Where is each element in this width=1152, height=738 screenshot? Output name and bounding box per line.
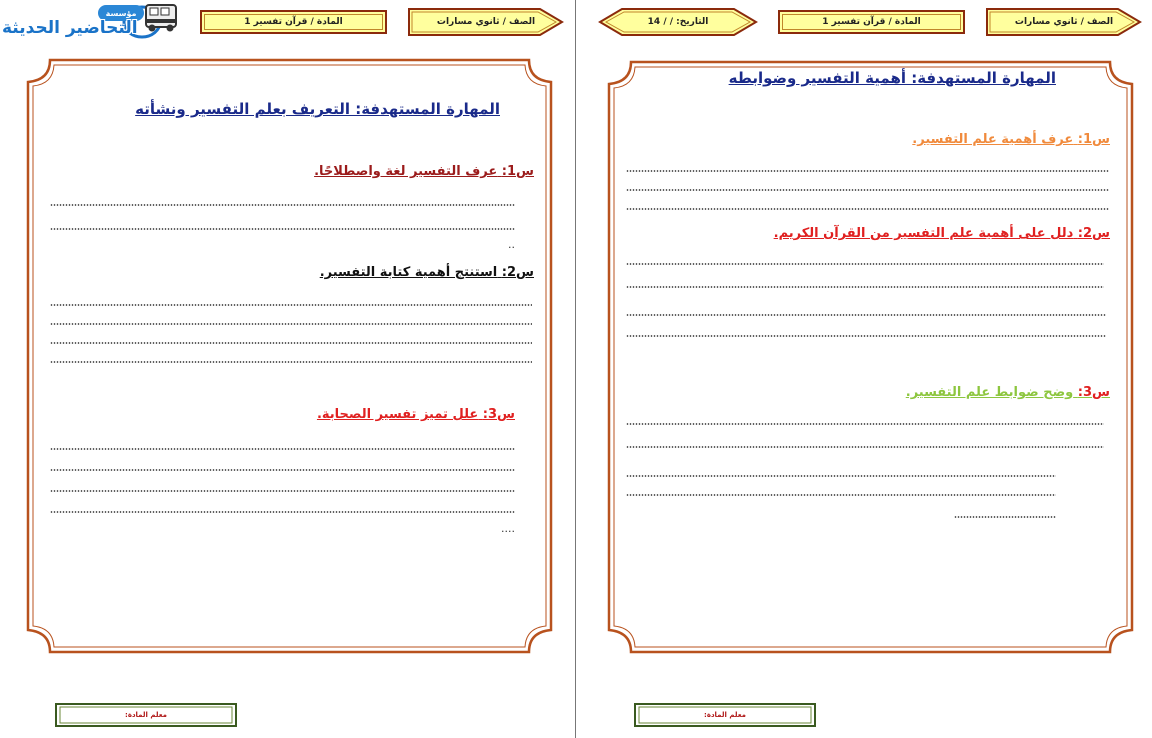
question-2 [774, 226, 1110, 241]
answer-line[interactable] [626, 494, 1056, 496]
question-1-text: عرف أهمية علم التفسير. [912, 132, 1074, 147]
question-3-number: س3: [1077, 385, 1110, 400]
question-3 [906, 385, 1110, 400]
answer-line[interactable] [626, 263, 1104, 265]
question-2-number: س2: [1077, 226, 1110, 241]
question-3-text: وضح ضوابط علم التفسير. [905, 385, 1074, 400]
worksheet-page-left [0, 0, 575, 738]
trailing-dots: .... [501, 522, 515, 535]
skill-title: المهارة المستهدفة: التعريف بعلم التفسير ونشأته [135, 100, 500, 118]
question-2-number: س2: [501, 265, 534, 280]
question-2 [320, 265, 534, 280]
answer-line[interactable] [626, 170, 1109, 172]
answer-line[interactable] [626, 314, 1106, 316]
answer-line[interactable] [626, 208, 1109, 210]
answer-line[interactable] [50, 204, 515, 206]
question-2-text: استنتج أهمية كتابة التفسير. [319, 265, 498, 280]
question-3-text: علل تميز تفسير الصحابة. [316, 407, 479, 422]
answer-line[interactable] [626, 475, 1056, 477]
answer-line[interactable] [50, 511, 515, 513]
subject-header: المادة / قرآن تفسير 1 [200, 10, 387, 34]
answer-line[interactable] [50, 342, 532, 344]
answer-line[interactable] [626, 335, 1106, 337]
answer-line[interactable] [626, 446, 1104, 448]
content-frame [26, 58, 553, 654]
question-1 [314, 164, 534, 179]
answer-line[interactable] [626, 423, 1104, 425]
logo-name: التحاضير الحديثة [2, 18, 138, 38]
content-frame [607, 60, 1134, 654]
question-2-text: دلل على أهمية علم التفسير من القرآن الكريم. [773, 226, 1074, 241]
teacher-label: معلم المادة: [125, 711, 167, 719]
answer-line[interactable] [626, 286, 1104, 288]
answer-line[interactable] [50, 228, 515, 230]
date-header [598, 8, 758, 36]
answer-line[interactable] [50, 304, 532, 306]
teacher-label: معلم المادة: [704, 711, 746, 719]
subject-header: المادة / قرآن تفسير 1 [778, 10, 965, 34]
answer-line[interactable] [50, 323, 532, 325]
date-text: التاريخ: / / 14 [647, 17, 709, 27]
answer-line[interactable] [50, 448, 515, 450]
trailing-dots: .. [508, 238, 515, 251]
question-1-text: عرف التفسير لغة واصطلاحًا. [314, 164, 498, 179]
grade-header [408, 8, 564, 36]
question-1 [912, 132, 1110, 147]
skill-title: المهارة المستهدفة: أهمية التفسير وضوابطه [728, 69, 1056, 87]
answer-line[interactable] [50, 361, 532, 363]
answer-line[interactable] [50, 469, 515, 471]
answer-line[interactable] [50, 490, 515, 492]
grade-header [986, 8, 1142, 36]
grade-text: الصف / ثانوي مسارات [1014, 17, 1114, 27]
question-1-number: س1: [1077, 132, 1110, 147]
brand-logo [0, 0, 185, 42]
answer-line[interactable] [954, 516, 1056, 518]
teacher-signature-box [55, 703, 237, 727]
logo-tag: مؤسسة [98, 5, 144, 21]
answer-line[interactable] [626, 189, 1109, 191]
question-1-number: س1: [501, 164, 534, 179]
worksheet-page-right [576, 0, 1151, 738]
question-3 [317, 407, 515, 422]
teacher-signature-box [634, 703, 816, 727]
question-3-number: س3: [482, 407, 515, 422]
grade-text: الصف / ثانوي مسارات [436, 17, 536, 27]
